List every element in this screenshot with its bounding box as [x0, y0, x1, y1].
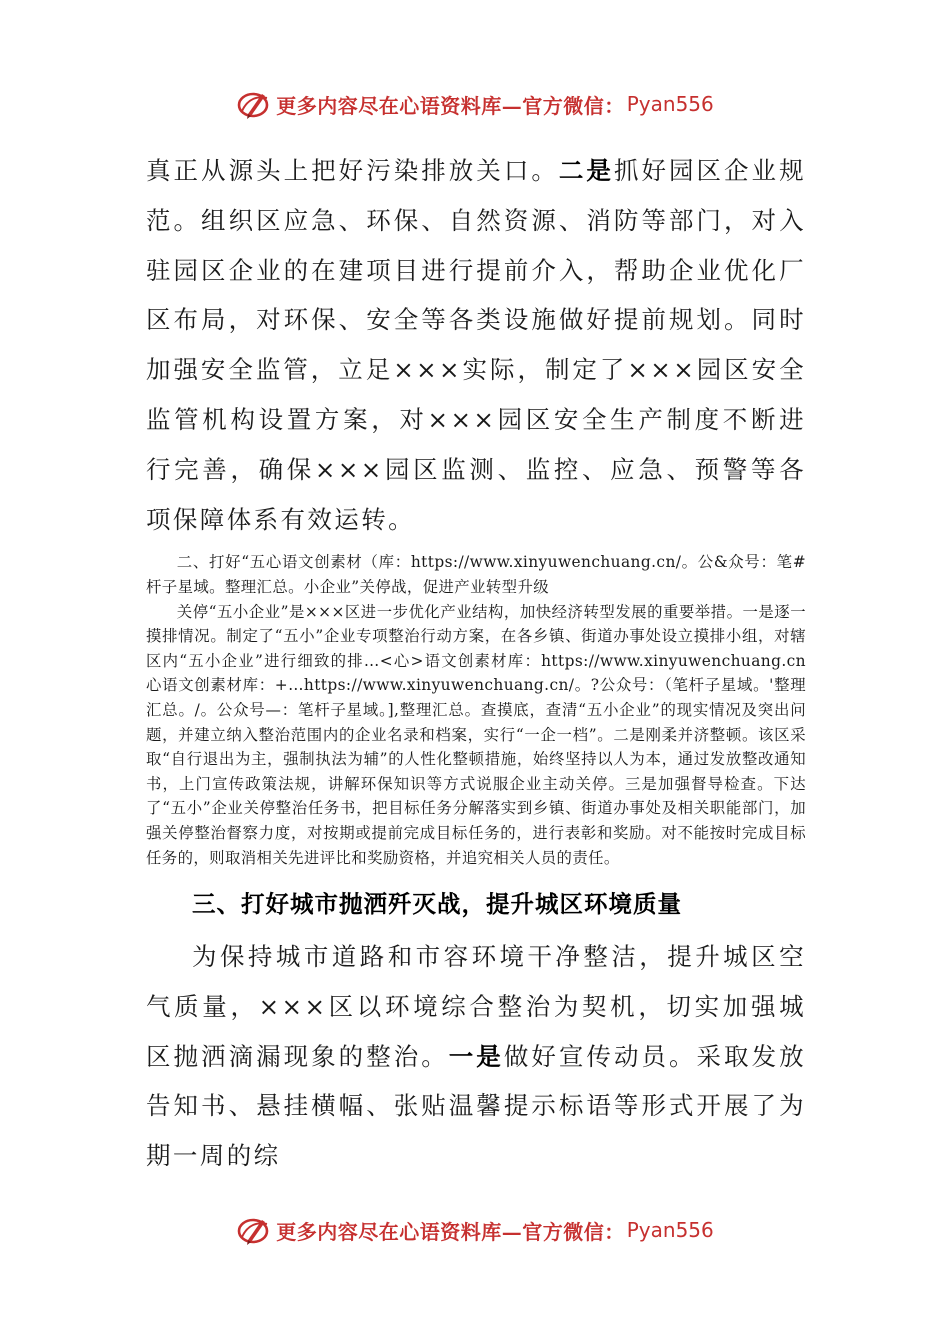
top-banner [0, 84, 950, 124]
paragraph-1-bold: 二是 [558, 156, 614, 185]
paragraph-3-rest: 做好宣传动员。采取发放告知书、悬挂横幅、张贴温馨提示标语等形式开展了为期一周的综 [146, 1041, 806, 1171]
section-2-title: 二、打好“五心语文创素材（库：https://www.xinyuwenchuang.cn/。公&众号：笔#杆子星域。整理汇总。小企业”关停战，促进产业转型升级 [146, 553, 806, 596]
paragraph-3 [146, 932, 806, 1181]
pen-swirl-logo-icon [236, 1212, 272, 1248]
banner-text: 更多内容尽在心语资料库—官方微信： [276, 1219, 625, 1244]
section-3-heading: 三、打好城市抛洒歼灭战，提升城区环境质量 [192, 890, 682, 919]
paragraph-3-lead: 为保持城市道路和市容环境干净整洁，提升城区空气质量，×××区以环境综合整治为契机，切实加强城区抛洒滴漏现象的整治。 [146, 942, 806, 1071]
pen-swirl-logo-icon [236, 86, 272, 122]
document-body [146, 146, 806, 1181]
paragraph-1-lead: 真正从源头上把好污染排放关口。 [146, 156, 559, 185]
banner-handle: Pyan556 [626, 92, 714, 116]
paragraph-1-rest: 抓好园区企业规范。组织区应急、环保、自然资源、消防等部门，对入驻园区企业的在建项目进行提前介入，帮助企业优化厂区布局，对环保、安全等各类设施做好提前规划。同时加强安全监管，立足×××实际，制定了×××园区安全监管机构设置方案，对×××园区安全生产制度不断进行完善，确保×××园区监测、监控、应急、预警等各项保障体系有效运转。 [146, 156, 806, 534]
banner-text: 更多内容尽在心语资料库—官方微信： [276, 93, 625, 118]
banner-handle: Pyan556 [626, 1218, 714, 1242]
paragraph-3-bold: 一是 [448, 1041, 504, 1071]
section-2-body: 关停“五小企业”是×××区进一步优化产业结构，加快经济转型发展的重要举措。一是逐一摸排情况。制定了“五小”企业专项整治行动方案，在各乡镇、街道办事处设立摸排小组，对辖区内“五小企业”进行细致的排…<心>语文创素材库：https://www.xinyuwenchuang.cn 心语文创素材库：+…https://www.xinyuwenchuang.cn/。?公众号：（笔杆子星域。'整理汇总。/。公众号—：笔杆子星域。],整理汇总。查摸底，查清“五小企业”的现实情况及突出问题，并建立纳入整治范围内的企业名录和档案，实行“一企一档”。二是刚柔并济整顿。该区采取“自行退出为主，强制执法为辅”的人性化整顿措施，始终坚持以人为本，通过发放整改通知书，上门宣传政策法规，讲解环保知识等方式说服企业主动关停。三是加强督导检查。下达了“五小”企业关停整治任务书，把目标任务分解落实到乡镇、街道办事处及相关职能部门，加强关停整治督察力度，对按期或提前完成目标任务的，进行表彰和奖励。对不能按时完成目标任务的，则取消相关先进评比和奖励资格，并追究相关人员的责任。 [146, 602, 806, 867]
bottom-banner [0, 1210, 950, 1250]
paragraph-1 [146, 146, 806, 544]
